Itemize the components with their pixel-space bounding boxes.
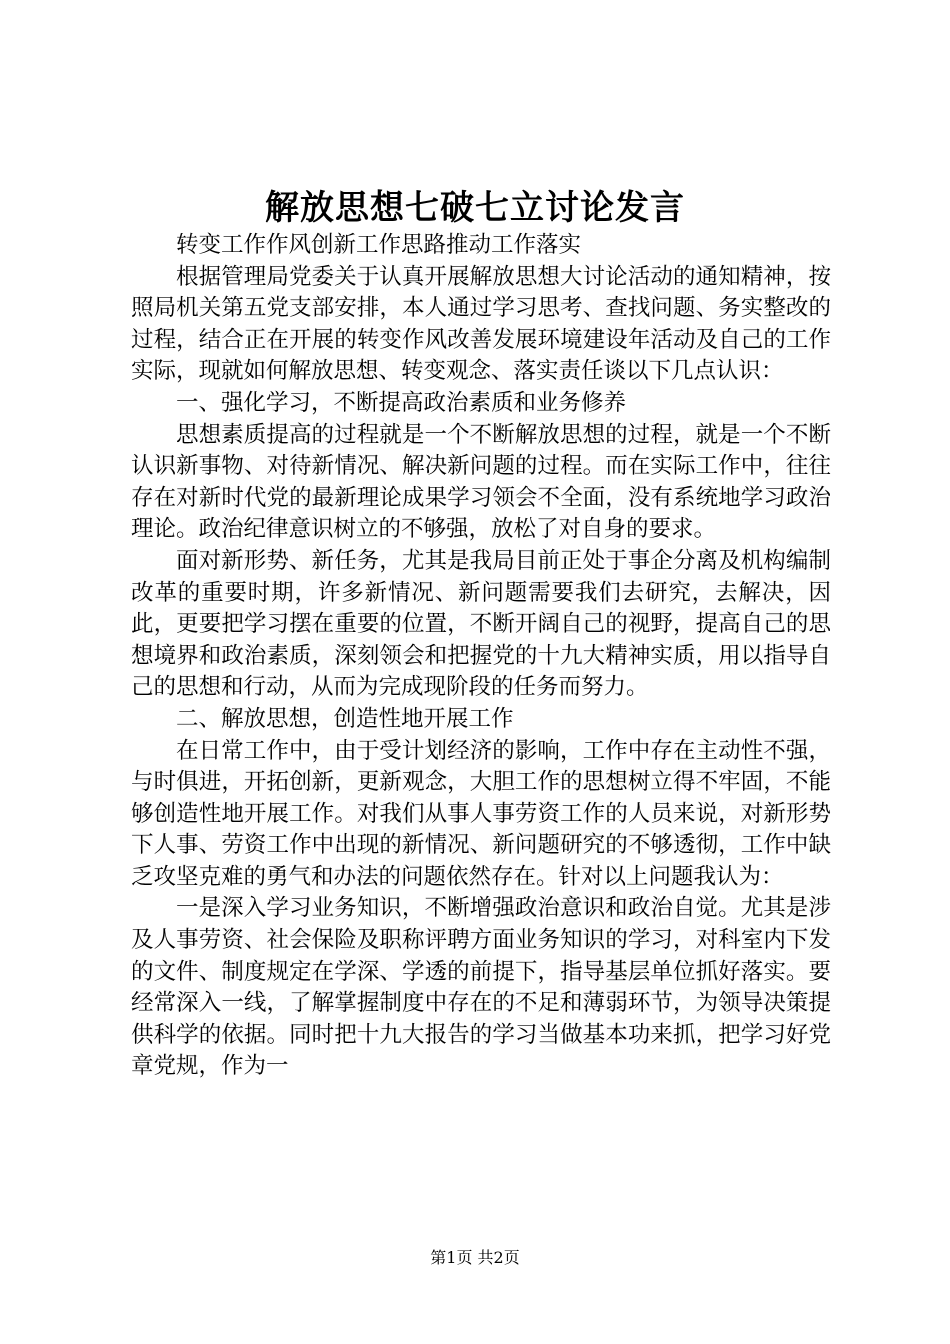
section-heading: 一、强化学习，不断提高政治素质和业务修养 xyxy=(176,389,627,416)
body-paragraph: 思想素质提高的过程就是一个不断解放思想的过程，就是一个不断认识新事物、对待新情况、解决新问题的过程。而在实际工作中，往往存在对新时代党的最新理论成果学习领会不全面，没有系统地学习政治理论。政治纪律意识树立的不够强，放松了对自身的要求。 xyxy=(131,421,831,543)
body-paragraph: 一是深入学习业务知识，不断增强政治意识和政治自觉。尤其是涉及人事劳资、社会保险及职称评聘方面业务知识的学习，对科室内下发的文件、制度规定在学深、学透的前提下，指导基层单位抓好落实。要经常深入一线，了解掌握制度中存在的不足和薄弱环节，为领导决策提供科学的依据。同时把十九大报告的学习当做基本功来抓，把学习好党章党规，作为一 xyxy=(131,895,831,1080)
page-footer: 第1页 共2页 xyxy=(430,1248,520,1267)
body-paragraph: 根据管理局党委关于认真开展解放思想大讨论活动的通知精神，按照局机关第五党支部安排，本人通过学习思考、查找问题、务实整改的过程，结合正在开展的转变作风改善发展环境建设年活动及自己的工作实际，现就如何解放思想、转变观念、落实责任谈以下几点认识： xyxy=(131,263,831,385)
section-heading: 二、解放思想，创造性地开展工作 xyxy=(176,705,514,732)
body-paragraph: 面对新形势、新任务，尤其是我局目前正处于事企分离及机构编制改革的重要时期，许多新情况、新问题需要我们去研究，去解决，因此，更要把学习摆在重要的位置，不断开阔自己的视野，提高自己的思想境界和政治素质，深刻领会和把握党的十九大精神实质，用以指导自己的思想和行动，从而为完成现阶段的任务而努力。 xyxy=(131,547,831,701)
body-paragraph: 在日常工作中，由于受计划经济的影响，工作中存在主动性不强，与时俱进，开拓创新，更新观念，大胆工作的思想树立得不牢固，不能够创造性地开展工作。对我们从事人事劳资工作的人员来说，对新形势下人事、劳资工作中出现的新情况、新问题研究的不够透彻，工作中缺乏攻坚克难的勇气和办法的问题依然存在。针对以上问题我认为： xyxy=(131,737,831,890)
document-title: 解放思想七破七立讨论发言 xyxy=(265,188,685,228)
document-body xyxy=(131,230,831,1083)
subtitle-paragraph: 转变工作作风创新工作思路推动工作落实 xyxy=(176,232,582,258)
